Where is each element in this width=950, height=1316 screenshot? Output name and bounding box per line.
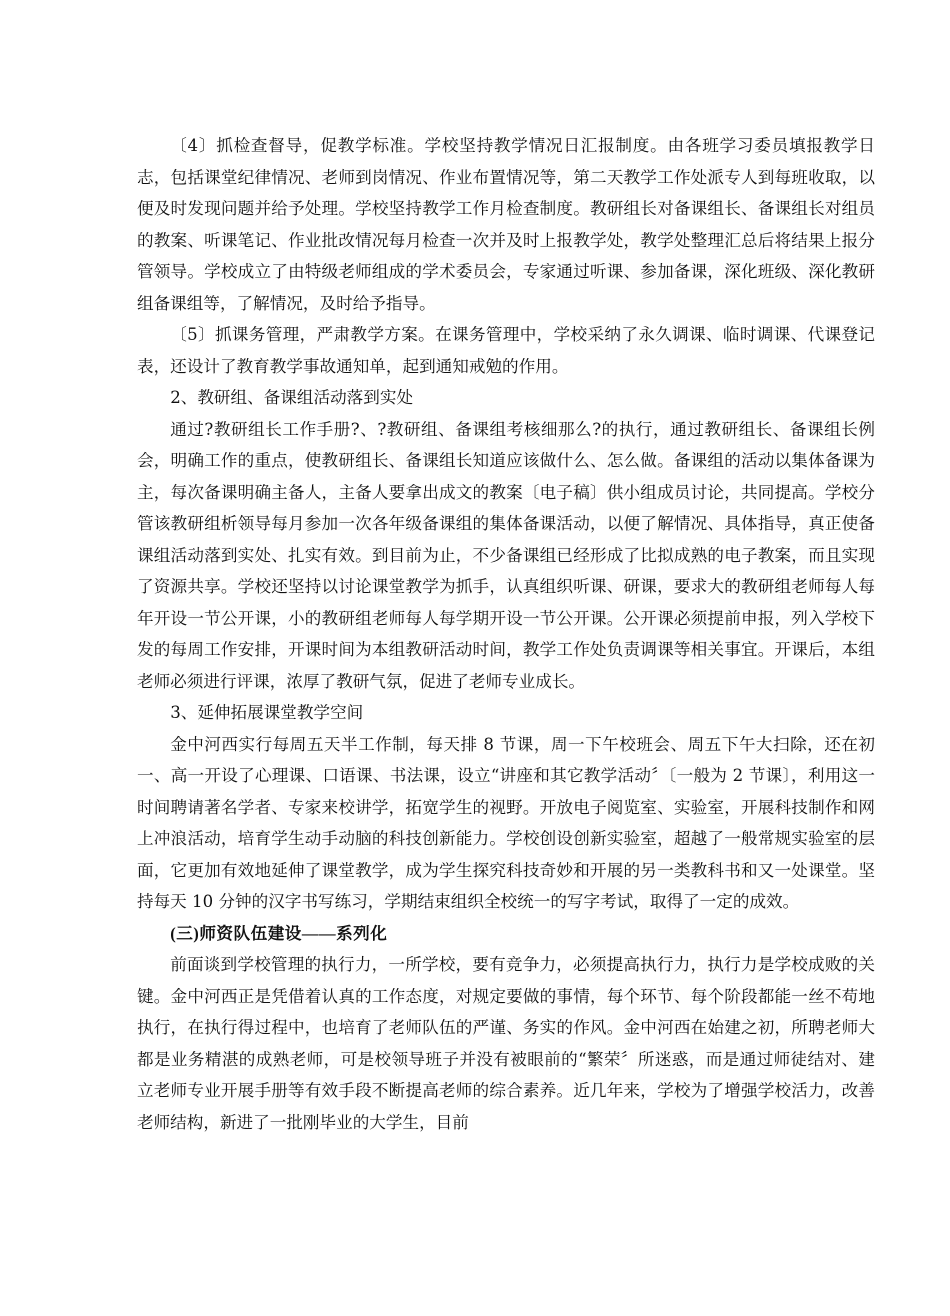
paragraph-teaching-groups: 通过?教研组长工作手册?、?教研组、备课组考核细那么?的执行，通过教研组长、备课组长例会，明确工作的重点，使教研组长、备课组长知道应该做什么、怎么做。备课组的活动以集体备课为主，每次备课明确主备人，主备人要拿出成文的教案〔电子稿〕供小组成员讨论，共同提高。学校分管该教研组析领导每月参加一次各年级备课组的集体备课活动，以便了解情况、具体指导，真正使备课组活动落到实处、扎实有效。到目前为止，不少备课组已经形成了比拟成熟的电子教案，而且实现了资源共享。学校还坚持以讨论课堂教学为抓手，认真组织听课、研课，要求大的教研组老师每人每年开设一节公开课，小的教研组老师每人每学期开设一节公开课。公开课必须提前申报，列入学校下发的每周工作安排，开课时间为本组教研活动时间，教学工作处负责调课等相关事宜。开课后，本组老师必须进行评课，浓厚了教研气氛，促进了老师专业成长。 bbox=[137, 419, 875, 691]
paragraph-extend-classroom: 金中河西实行每周五天半工作制，每天排 8 节课，周一下午校班会、周五下午大扫除，还在初一、高一开设了心理课、口语课、书法课，设立“讲座和其它教学活动〞〔一般为 2 节课〕，利用这一时间聘请著名学者、专家来校讲学，拓宽学生的视野。开放电子阅览室、实验室，开展科技制作和网上冲浪活动，培育学生动手动脑的科技创新能力。学校创设创新实验室，超越了一般常规实验室的层面，它更加有效地延伸了课堂教学，成为学生探究科技奇妙和开展的另一类教科书和又一处课堂。坚持每天 10 分钟的汉字书写练习，学期结束组织全校统一的写字考试，取得了一定的成效。 bbox=[137, 734, 875, 911]
paragraph-teacher-team: 前面谈到学校管理的执行力，一所学校，要有竞争力，必须提高执行力，执行力是学校成败的关键。金中河西正是凭借着认真的工作态度，对规定要做的事情，每个环节、每个阶段都能一丝不苟地执行，在执行得过程中，也培育了老师队伍的严谨、务实的作风。金中河西在始建之初，所聘老师大都是业务精湛的成熟老师，可是校领导班子并没有被眼前的“繁荣〞所迷惑，而是通过师徒结对、建立老师专业开展手册等有效手段不断提高老师的综合素养。近几年来，学校为了增强学校活力，改善老师结构，新进了一批刚毕业的大学生，目前 bbox=[137, 955, 875, 1132]
section-heading-teacher-team: (三)师资队伍建设——系列化 bbox=[170, 923, 388, 943]
section-heading-teaching-groups: 2、教研组、备课组活动落到实处 bbox=[170, 388, 414, 407]
section-heading-extend-classroom: 3、延伸拓展课堂教学空间 bbox=[170, 703, 364, 722]
paragraph-check-supervision: 〔4〕抓检查督导，促教学标准。学校坚持教学情况日汇报制度。由各班学习委员填报教学日志，包括课堂纪律情况、老师到岗情况、作业布置情况等，第二天教学工作处派专人到每班收取，以便及时发现问题并给予处理。学校坚持教学工作月检查制度。教研组长对备课组长、备课组长对组员的教案、听课笔记、作业批改情况每月检查一次并及时上报教学处，教学处整理汇总后将结果上报分管领导。学校成立了由特级老师组成的学术委员会，专家通过听课、参加备课，深化班级、深化教研组备课组等，了解情况，及时给予指导。 bbox=[137, 136, 875, 313]
document-page bbox=[137, 130, 875, 1138]
paragraph-course-management: 〔5〕抓课务管理，严肃教学方案。在课务管理中，学校采纳了永久调课、临时调课、代课登记表，还设计了教育教学事故通知单，起到通知戒勉的作用。 bbox=[137, 325, 875, 376]
